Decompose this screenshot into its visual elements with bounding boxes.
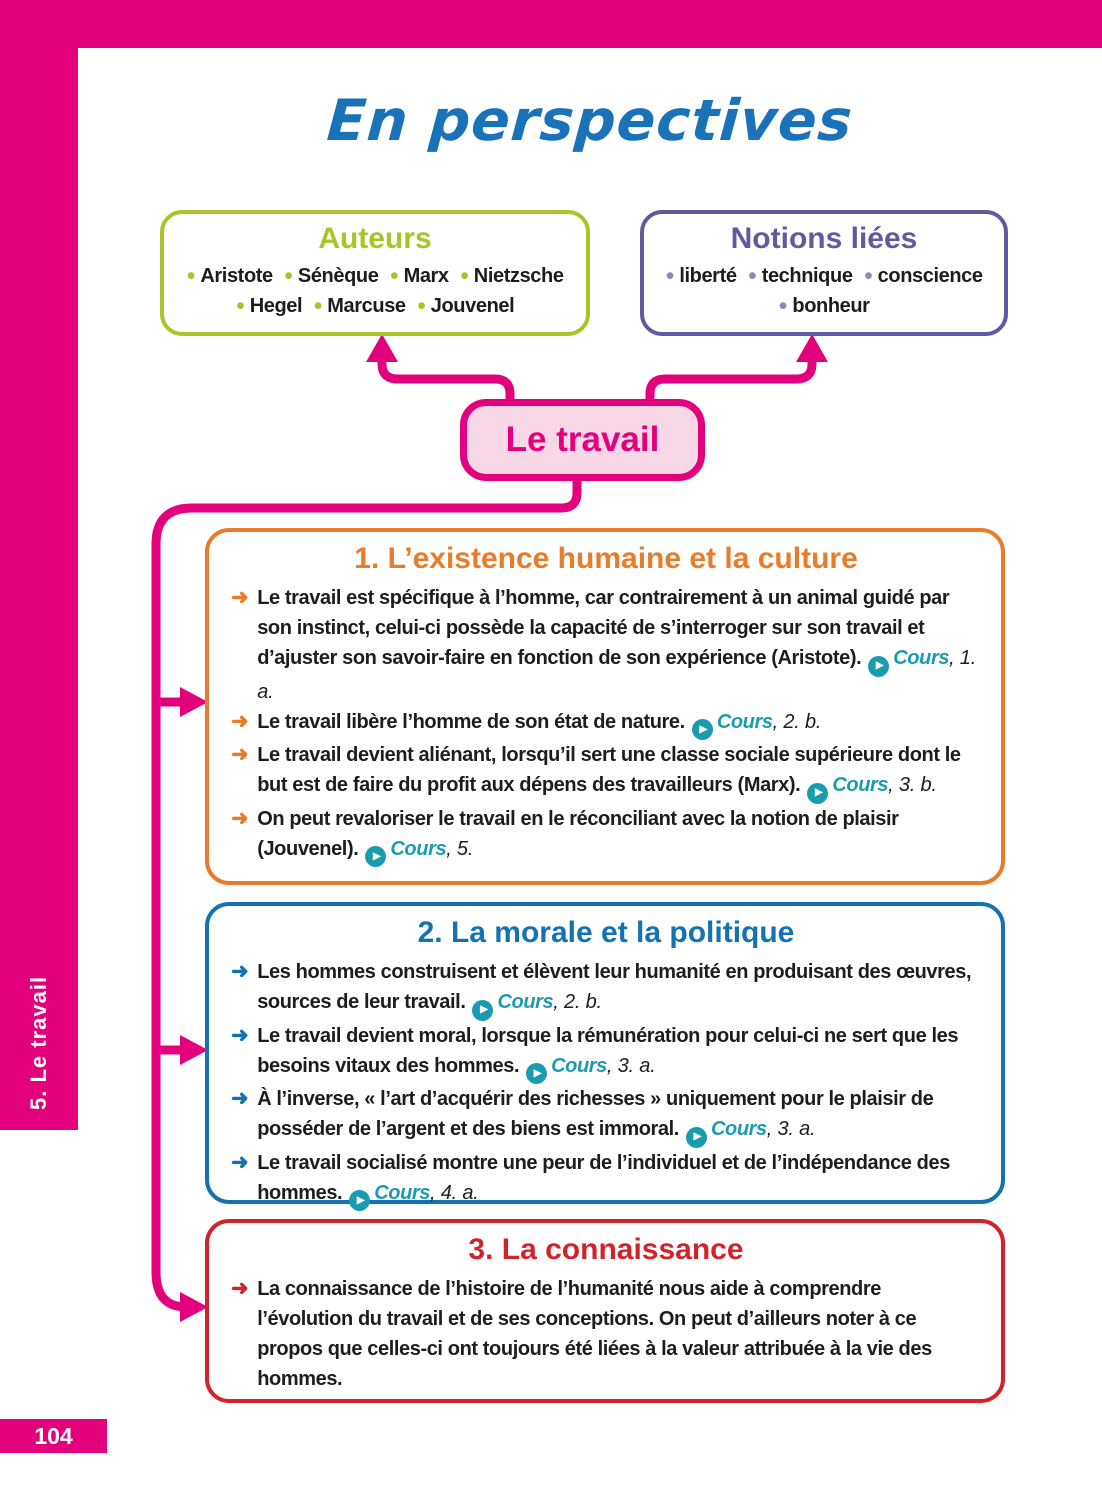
cours-ref: , 3. a. (766, 1118, 816, 1140)
bullet-text: Le travail est spécifique à l’homme, car contrairement à un animal guidé par son instinct, celui-ci possède la capacité de s’interroger sur son travail et d’ajuster son savoir-faire en fonction de son expérience (Aristote). ▶ Cours, 1. a. (257, 587, 977, 703)
section-bullets (231, 1274, 981, 1394)
authors-box (160, 210, 590, 336)
bullet-item (231, 1274, 981, 1394)
section-bullets (231, 583, 981, 867)
section-bullets (231, 957, 981, 1211)
arrow-bullet-icon: ➜ (231, 743, 249, 766)
cours-ref: , 2. b. (553, 991, 602, 1013)
cours-ref: , 1. a. (257, 647, 977, 703)
section-title: 3. La connaissance (468, 1233, 744, 1266)
central-topic-node: Le travail (460, 399, 705, 481)
cours-link (679, 1118, 767, 1140)
author-item: ● Nietzsche (460, 265, 564, 287)
bullet-text: Le travail devient aliénant, lorsqu’il sert une classe sociale supérieure dont le but est de faire du profit aux dépens des travailleurs (Marx). ▶ Cours, 3. b. (257, 740, 981, 804)
arrowhead-notions (796, 334, 828, 362)
arrowhead-section-1 (180, 687, 208, 717)
notion-item: ● technique (748, 265, 853, 287)
chapter-sidebar-label: 5. Le travail (26, 975, 51, 1110)
bullet-item (231, 740, 981, 804)
cours-label: Cours (551, 1054, 607, 1077)
authors-box-title: Auteurs (318, 222, 432, 255)
notions-box (640, 210, 1008, 336)
cours-play-icon: ▶ (868, 656, 889, 677)
cours-label: Cours (710, 1118, 767, 1140)
cours-link (342, 1182, 430, 1204)
cours-link (465, 991, 553, 1013)
cours-play-icon: ▶ (472, 1000, 493, 1021)
cours-ref: , 3. b. (888, 774, 937, 796)
cours-link (358, 838, 446, 860)
author-item: ● Hegel (236, 295, 302, 317)
cours-ref: , 4. a. (430, 1181, 479, 1204)
bullet-text: On peut revaloriser le travail en le réconciliant avec la notion de plaisir (Jouvenel). ▶ Cours, 5. (257, 804, 981, 868)
cours-link (519, 1055, 607, 1077)
bullet-item (231, 583, 981, 707)
notion-item: ● liberté (665, 265, 736, 287)
section-existence-humaine (205, 528, 1005, 885)
arrow-bullet-icon: ➜ (231, 1277, 249, 1300)
arrow-bullet-icon: ➜ (231, 960, 249, 983)
cours-play-icon: ▶ (692, 719, 713, 740)
notions-list (650, 261, 998, 321)
cours-label: Cours (893, 647, 950, 669)
cours-label: Cours (497, 991, 554, 1013)
author-item: ● Marx (390, 265, 449, 287)
author-item: ● Sénèque (284, 265, 379, 287)
cours-label: Cours (716, 710, 773, 733)
bullet-item (231, 707, 981, 741)
authors-list (170, 261, 580, 321)
bullet-text: La connaissance de l’histoire de l’humanité nous aide à comprendre l’évolution du travail et de ses conceptions. On peut d’ailleurs noter à ce propos que celles-ci ont toujours été liées à la valeur attribuée à la vie des hommes. (257, 1278, 932, 1390)
arrowhead-section-3 (180, 1292, 208, 1322)
cours-ref: , 2. b. (772, 710, 822, 733)
cours-ref: , 5. (446, 837, 474, 860)
arrowhead-section-2 (180, 1035, 208, 1065)
arrow-bullet-icon: ➜ (231, 1087, 249, 1110)
cours-play-icon: ▶ (349, 1190, 370, 1211)
cours-label: Cours (374, 1181, 431, 1204)
bullet-text: À l’inverse, « l’art d’acquérir des richesses » uniquement pour le plaisir de posséder de l’argent et des biens est immoral. ▶ Cours, 3. a. (257, 1084, 981, 1148)
cours-play-icon: ▶ (365, 846, 386, 867)
bullet-text: Le travail libère l’homme de son état de nature. ▶ Cours, 2. b. (257, 707, 821, 741)
section-title: 2. La morale et la politique (417, 916, 795, 949)
cours-link (685, 711, 773, 733)
cours-label: Cours (832, 774, 889, 796)
arrow-bullet-icon: ➜ (231, 1150, 249, 1174)
cours-link (861, 647, 949, 669)
author-item: ● Jouvenel (417, 295, 514, 317)
cours-label: Cours (390, 837, 447, 860)
arrowhead-authors (366, 334, 398, 362)
bullet-item (231, 1084, 981, 1148)
arrow-bullet-icon: ➜ (231, 1023, 249, 1047)
page-number-badge: 104 (0, 1419, 107, 1453)
bullet-item (231, 957, 981, 1021)
notions-box-title: Notions liées (730, 222, 918, 255)
arrow-bullet-icon: ➜ (231, 709, 249, 733)
cours-play-icon: ▶ (526, 1063, 547, 1084)
bullet-item (231, 1021, 981, 1085)
page-title: En perspectives (324, 88, 856, 154)
bullet-item (231, 804, 981, 868)
arrow-bullet-icon: ➜ (231, 806, 249, 830)
author-item: ● Marcuse (313, 295, 405, 317)
cours-play-icon: ▶ (807, 783, 828, 804)
notion-item: ● conscience (864, 265, 983, 287)
section-connaissance (205, 1219, 1005, 1403)
bullet-item (231, 1148, 981, 1212)
bullet-text: Les hommes construisent et élèvent leur humanité en produisant des œuvres, sources de leur travail. ▶ Cours, 2. b. (257, 957, 981, 1021)
author-item: ● Aristote (186, 265, 272, 287)
notion-item: ● bonheur (778, 295, 869, 317)
cours-ref: , 3. a. (606, 1054, 656, 1077)
section-morale-politique (205, 902, 1005, 1204)
arrow-bullet-icon: ➜ (231, 586, 249, 609)
cours-play-icon: ▶ (686, 1127, 707, 1148)
cours-link (800, 774, 888, 796)
section-title: 1. L’existence humaine et la culture (354, 542, 858, 575)
bullet-text: Le travail devient moral, lorsque la rémunération pour celui-ci ne sert que les besoins vitaux des hommes. ▶ Cours, 3. a. (257, 1021, 981, 1085)
bullet-text: Le travail socialisé montre une peur de l’individuel et de l’indépendance des hommes. ▶ Cours, 4. a. (257, 1148, 981, 1212)
